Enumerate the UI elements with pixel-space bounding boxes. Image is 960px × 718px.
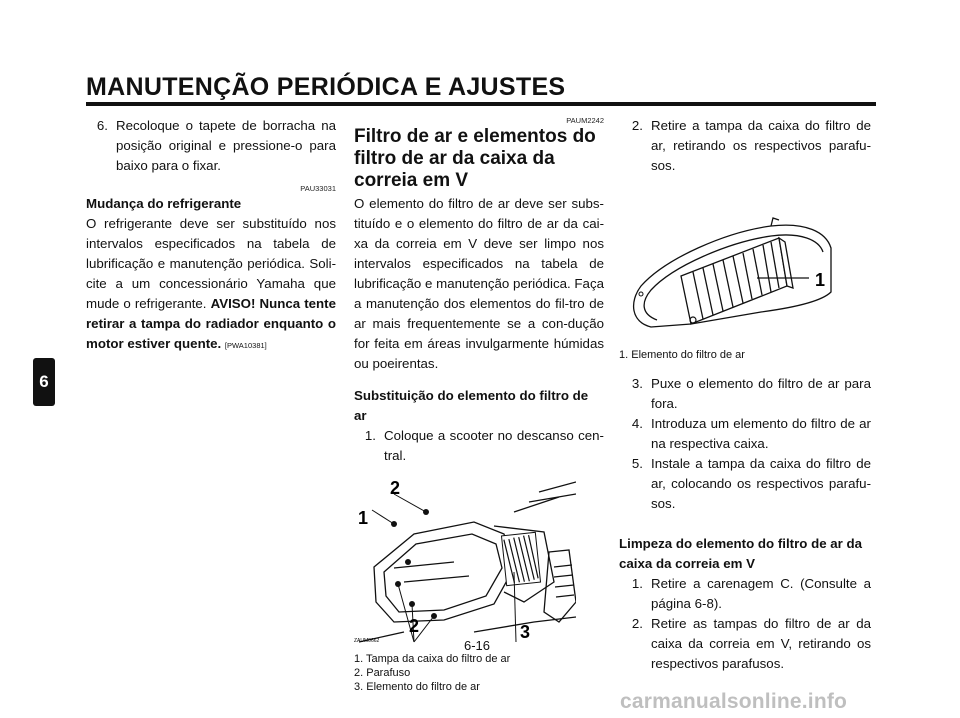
step-text: Coloque a scooter no descanso cen-tral.: [384, 428, 604, 463]
step-text: Retire as tampas do filtro de ar da caixa da correia em V, retirando os respectivos parafusos.: [651, 616, 871, 671]
coolant-heading: Mudança do refrigerante: [86, 196, 242, 211]
step-text: Instale a tampa da caixa do filtro de ar, colocando os respectivos parafu-sos.: [651, 456, 871, 511]
step-number: 4.: [631, 416, 643, 431]
step-number: 1.: [631, 576, 643, 591]
step-number: 3.: [631, 376, 643, 391]
step-2: [621, 116, 871, 176]
step-text: Puxe o elemento do filtro de ar para fora.: [651, 376, 871, 411]
air-filter-intro: O elemento do filtro de ar deve ser subs-tituído e o elemento do filtro de ar da cai-xa da correia em V deve ser limpo nos intervalos especificados na tabela de lubrificação e manutenção periódica. Faça a manutenção dos elementos do fil-tro de ar mais frequentemente se a con-dução for feita em áreas invulgarmente húmidas ou poeirentas.: [354, 196, 604, 371]
step-5: [621, 454, 871, 514]
coolant-paragraph: [86, 214, 336, 356]
cleaning-subheading: Limpeza do elemento do filtro de ar da caixa da correia em V: [619, 536, 863, 571]
section-code: PAUM2242: [566, 116, 604, 125]
header-rule: [86, 102, 876, 106]
air-filter-title: Filtro de ar e elementos do filtro de ar da caixa da correia em V: [354, 126, 596, 191]
step-3: [621, 374, 871, 414]
column-2: [354, 116, 604, 694]
step-number: 2.: [631, 616, 643, 631]
cleaning-step-1: [621, 574, 871, 614]
section-code: PAU33031: [300, 184, 336, 193]
step-1: [354, 426, 604, 466]
callout-1: 1: [358, 508, 369, 528]
scooter-filter-figure: [354, 472, 576, 652]
step-text: Retire a carenagem C. (Consulte a página 6-8).: [651, 576, 871, 611]
step-text: Retire a tampa da caixa do filtro de ar, retirando os respectivos parafu-sos.: [651, 118, 871, 173]
coolant-text: O refrigerante deve ser substituído nos intervalos especificados na tabela de lubrificação e manutenção periódica. Soli-cite a um concessionário Yamaha que mude o refrigerante.: [86, 216, 336, 311]
scooter-illustration: [354, 472, 576, 652]
warning-text: AVISO! Nunca tente retirar a tampa do radiador enquanto o motor estiver quente.: [86, 296, 336, 351]
step-text: Introduza um elemento do filtro de ar na respectiva caixa.: [651, 416, 871, 451]
steps-3-5: [621, 374, 871, 514]
figure-caption: 1. Elemento do filtro de ar: [619, 349, 745, 361]
column-1: [86, 116, 336, 356]
warning-code: [PWA10381]: [224, 341, 267, 350]
callout-2-top: 2: [390, 478, 401, 498]
step-text: Recoloque o tapete de borracha na posição original e pressione-o para baixo para o fixar.: [116, 118, 336, 173]
callout-2-bottom: 2: [409, 616, 420, 636]
callout-3: 3: [520, 622, 531, 642]
filter-element-illustration: [621, 182, 851, 342]
step-number: 6.: [96, 118, 108, 133]
column-3: [621, 116, 871, 674]
caption-1: 1. Tampa da caixa do filtro de ar: [354, 653, 511, 665]
step-6: [86, 116, 336, 176]
page-title: MANUTENÇÃO PERIÓDICA E AJUSTES: [86, 73, 566, 101]
step-number: 1.: [364, 428, 376, 443]
filter-element-figure: [621, 182, 851, 342]
callout-1: 1: [815, 270, 826, 290]
caption-2: 2. Parafuso: [354, 667, 411, 679]
figure-code: ZAUM0662: [354, 638, 380, 644]
cleaning-step-2: [621, 614, 871, 674]
replacement-subheading: Substituição do elemento do filtro de ar: [354, 388, 589, 423]
caption-3: 3. Elemento do filtro de ar: [354, 681, 480, 693]
figure-captions: [354, 652, 604, 694]
page-number: 6-16: [464, 638, 491, 653]
watermark[interactable]: carmanualsonline.info: [620, 690, 848, 713]
step-number: 5.: [631, 456, 643, 471]
step-4: [621, 414, 871, 454]
step-number: 2.: [631, 118, 643, 133]
chapter-tab[interactable]: 6: [33, 358, 55, 406]
